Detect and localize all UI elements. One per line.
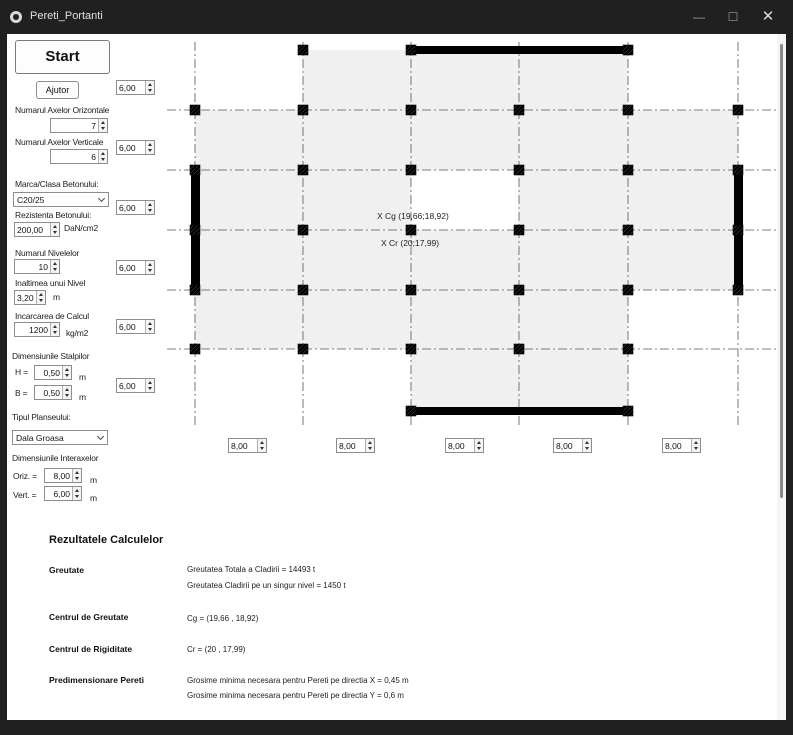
load-unit: kg/m2 bbox=[66, 328, 89, 338]
greutate-level: Greutatea Cladirii pe un singur nivel = 1450 t bbox=[187, 581, 346, 590]
slab-panel bbox=[195, 230, 738, 290]
wall-bottom bbox=[411, 407, 628, 415]
column-marker bbox=[733, 105, 743, 115]
column-marker bbox=[298, 165, 308, 175]
slab-panel bbox=[519, 170, 738, 230]
column-marker bbox=[298, 105, 308, 115]
column-marker bbox=[190, 225, 200, 235]
column-marker bbox=[406, 406, 416, 416]
interaxes-label: Dimensiunile Interaxelor bbox=[12, 453, 99, 463]
row-spacing-spinner-3[interactable]: 6,00 bbox=[116, 200, 155, 215]
column-marker bbox=[190, 105, 200, 115]
load-spinner[interactable]: 1200 bbox=[14, 322, 60, 337]
wall-top bbox=[411, 46, 628, 54]
concrete-resistance-unit: DaN/cm2 bbox=[64, 223, 99, 233]
column-marker bbox=[190, 285, 200, 295]
slab-area bbox=[195, 50, 738, 411]
level-height-unit: m bbox=[53, 292, 60, 302]
spinner-arrows-icon[interactable] bbox=[474, 439, 483, 452]
scrollbar-thumb[interactable] bbox=[780, 44, 783, 498]
column-marker bbox=[623, 105, 633, 115]
column-marker bbox=[733, 165, 743, 175]
spinner-arrows-icon[interactable] bbox=[365, 439, 374, 452]
column-marker bbox=[623, 165, 633, 175]
horiz-axes-label: Numarul Axelor Orizontale bbox=[15, 105, 110, 115]
b-label: B = bbox=[15, 388, 28, 398]
app-icon bbox=[10, 11, 22, 23]
column-marker bbox=[406, 285, 416, 295]
structural-plan bbox=[7, 34, 777, 434]
column-marker bbox=[514, 225, 524, 235]
column-marker bbox=[623, 45, 633, 55]
row-spacing-spinner-2[interactable]: 6,00 bbox=[116, 140, 155, 155]
greutate-label: Greutate bbox=[49, 565, 84, 575]
column-marker bbox=[298, 344, 308, 354]
b-unit: m bbox=[79, 392, 86, 402]
close-icon[interactable]: ✕ bbox=[761, 8, 775, 25]
results-title: Rezultatele Calculelor bbox=[49, 534, 164, 546]
levels-label: Numarul Nivelelor bbox=[15, 248, 80, 258]
vert-spinner[interactable]: 6,00 bbox=[44, 486, 82, 501]
pred-x: Grosime minima necesara pentru Pereti pe directia X = 0,45 m bbox=[187, 676, 409, 685]
h-label: H = bbox=[15, 367, 28, 377]
column-marker bbox=[623, 344, 633, 354]
floor-type-label: Tipul Planseului: bbox=[12, 412, 71, 422]
title-bar bbox=[0, 0, 793, 34]
column-marker bbox=[298, 285, 308, 295]
greutate-total: Greutatea Totala a Cladirii = 14493 t bbox=[187, 565, 316, 574]
cg-label: X Cg (19,66;18,92) bbox=[377, 211, 449, 221]
h-unit: m bbox=[79, 372, 86, 382]
slab-panel bbox=[411, 349, 628, 411]
cr-result-label: Centrul de Rigiditate bbox=[49, 644, 133, 654]
row-spacing-spinner-1[interactable]: 6,00 bbox=[116, 80, 155, 95]
cg-result-value: Cg = (19,66 , 18,92) bbox=[187, 614, 259, 623]
oriz-spinner[interactable]: 8,00 bbox=[44, 468, 82, 483]
vert-axes-label: Numarul Axelor Verticale bbox=[15, 137, 104, 147]
row-spacing-spinner-4[interactable]: 6,00 bbox=[116, 260, 155, 275]
client-area bbox=[7, 34, 786, 720]
floor-type-dropdown[interactable]: Dala Groasa bbox=[12, 430, 108, 445]
spinner-arrows-icon[interactable] bbox=[72, 469, 81, 482]
concrete-resistance-label: Rezistenta Betonului: bbox=[15, 210, 92, 220]
ajutor-button[interactable]: Ajutor bbox=[36, 81, 79, 99]
spinner-arrows-icon[interactable] bbox=[257, 439, 266, 452]
load-label: Incarcarea de Calcul bbox=[15, 311, 89, 321]
concrete-resistance-spinner[interactable]: 200,00 bbox=[14, 222, 60, 237]
vert-unit: m bbox=[90, 493, 97, 503]
column-marker bbox=[298, 45, 308, 55]
spinner-arrows-icon[interactable] bbox=[582, 439, 591, 452]
slab-panel bbox=[195, 110, 738, 170]
h-spinner[interactable]: 0,50 bbox=[34, 365, 72, 380]
chevron-down-icon bbox=[97, 433, 104, 440]
slab-panel bbox=[303, 50, 411, 110]
column-marker bbox=[298, 225, 308, 235]
column-marker bbox=[406, 105, 416, 115]
pred-label: Predimensionare Pereti bbox=[49, 675, 144, 685]
col-spacing-spinner-4[interactable]: 8,00 bbox=[553, 438, 592, 453]
minimize-icon[interactable]: — bbox=[693, 10, 705, 24]
b-spinner[interactable]: 0,50 bbox=[34, 385, 72, 400]
oriz-unit: m bbox=[90, 475, 97, 485]
col-spacing-spinner-1[interactable]: 8,00 bbox=[228, 438, 267, 453]
column-marker bbox=[406, 165, 416, 175]
column-dims-label: Dimensiunile Stalpilor bbox=[12, 351, 90, 361]
column-marker bbox=[406, 344, 416, 354]
column-marker bbox=[733, 225, 743, 235]
spinner-arrows-icon[interactable] bbox=[691, 439, 700, 452]
vert-axes-spinner[interactable]: 6 bbox=[50, 149, 108, 164]
column-marker bbox=[514, 105, 524, 115]
window-title: Pereti_Portanti bbox=[30, 10, 103, 22]
horiz-axes-spinner[interactable]: 7 bbox=[50, 118, 108, 133]
column-marker bbox=[514, 165, 524, 175]
concrete-class-dropdown[interactable]: C20/25 bbox=[13, 192, 109, 207]
column-marker bbox=[623, 285, 633, 295]
column-marker bbox=[623, 406, 633, 416]
pred-y: Grosime minima necesara pentru Pereti pe directia Y = 0,6 m bbox=[187, 691, 404, 700]
column-marker bbox=[406, 45, 416, 55]
slab-panel bbox=[195, 290, 628, 349]
levels-spinner[interactable]: 10 bbox=[14, 259, 60, 274]
column-marker bbox=[733, 285, 743, 295]
cr-label: X Cr (20;17,99) bbox=[381, 238, 440, 248]
row-spacing-spinner-6[interactable]: 6,00 bbox=[116, 378, 155, 393]
column-marker bbox=[406, 225, 416, 235]
spinner-arrows-icon[interactable] bbox=[72, 487, 81, 500]
cg-result-label: Centrul de Greutate bbox=[49, 612, 129, 622]
column-marker bbox=[190, 344, 200, 354]
row-spacing-spinner-5[interactable]: 6,00 bbox=[116, 319, 155, 334]
column-marker bbox=[190, 165, 200, 175]
vert-label: Vert. = bbox=[13, 490, 37, 500]
vertical-scrollbar[interactable] bbox=[777, 34, 786, 720]
oriz-label: Oriz. = bbox=[13, 471, 37, 481]
concrete-class-label: Marca/Clasa Betonului: bbox=[15, 179, 99, 189]
col-spacing-spinner-5[interactable]: 8,00 bbox=[662, 438, 701, 453]
column-marker bbox=[623, 225, 633, 235]
column-marker bbox=[514, 285, 524, 295]
level-height-label: Inaltimea unui Nivel bbox=[15, 278, 86, 288]
maximize-icon[interactable]: ☐ bbox=[727, 10, 739, 24]
cr-result-value: Cr = (20 , 17,99) bbox=[187, 645, 246, 654]
col-spacing-spinner-2[interactable]: 8,00 bbox=[336, 438, 375, 453]
col-spacing-spinner-3[interactable]: 8,00 bbox=[445, 438, 484, 453]
column-marker bbox=[514, 344, 524, 354]
level-height-spinner[interactable]: 3,20 bbox=[14, 290, 46, 305]
window-bottom-edge bbox=[0, 720, 793, 735]
start-button[interactable]: Start bbox=[15, 40, 110, 74]
